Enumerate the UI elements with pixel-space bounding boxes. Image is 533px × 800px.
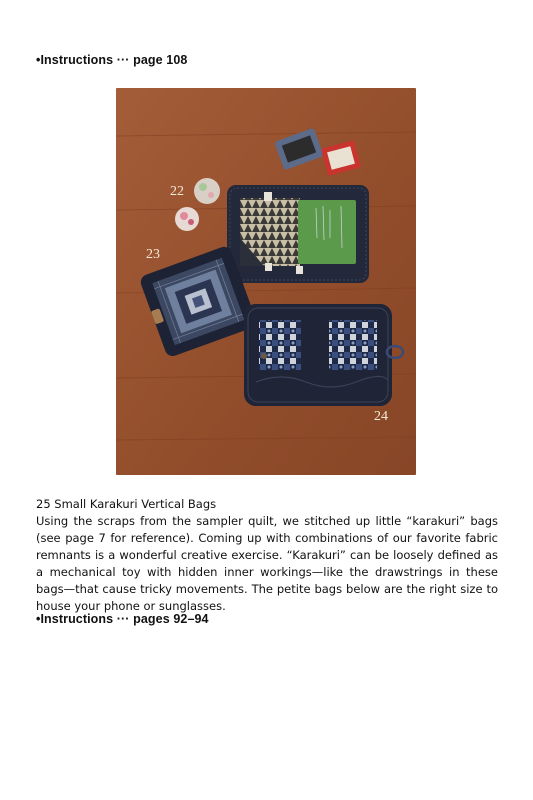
product-photo: [116, 88, 416, 475]
instructions-reference-top: •Instructions ··· page 108: [36, 53, 188, 67]
photo-label-23: 23: [146, 247, 160, 262]
needle-book-open: [227, 185, 369, 283]
photo-label-22: 22: [170, 184, 184, 199]
section-paragraph: Using the scraps from the sampler quilt, we stitched up little “karakuri” bags (see page 7 for reference). Coming up with combinations of our favorite fabric remnants is a wonderful creative exercise. “Karakuri” can be loosely defined as a mechanical toy with hidden inner workings—like the drawstrings in these bags—that cause tricky movements. The petite bags below are the right size to house your phone or sunglasses.: [36, 514, 498, 613]
patchwork-wallet: [244, 304, 403, 406]
instructions-reference-bottom: •Instructions ··· pages 92–94: [36, 612, 209, 626]
section-caption: 25 Small Karakuri Vertical Bags: [36, 497, 217, 511]
photo-label-24: 24: [374, 409, 388, 424]
